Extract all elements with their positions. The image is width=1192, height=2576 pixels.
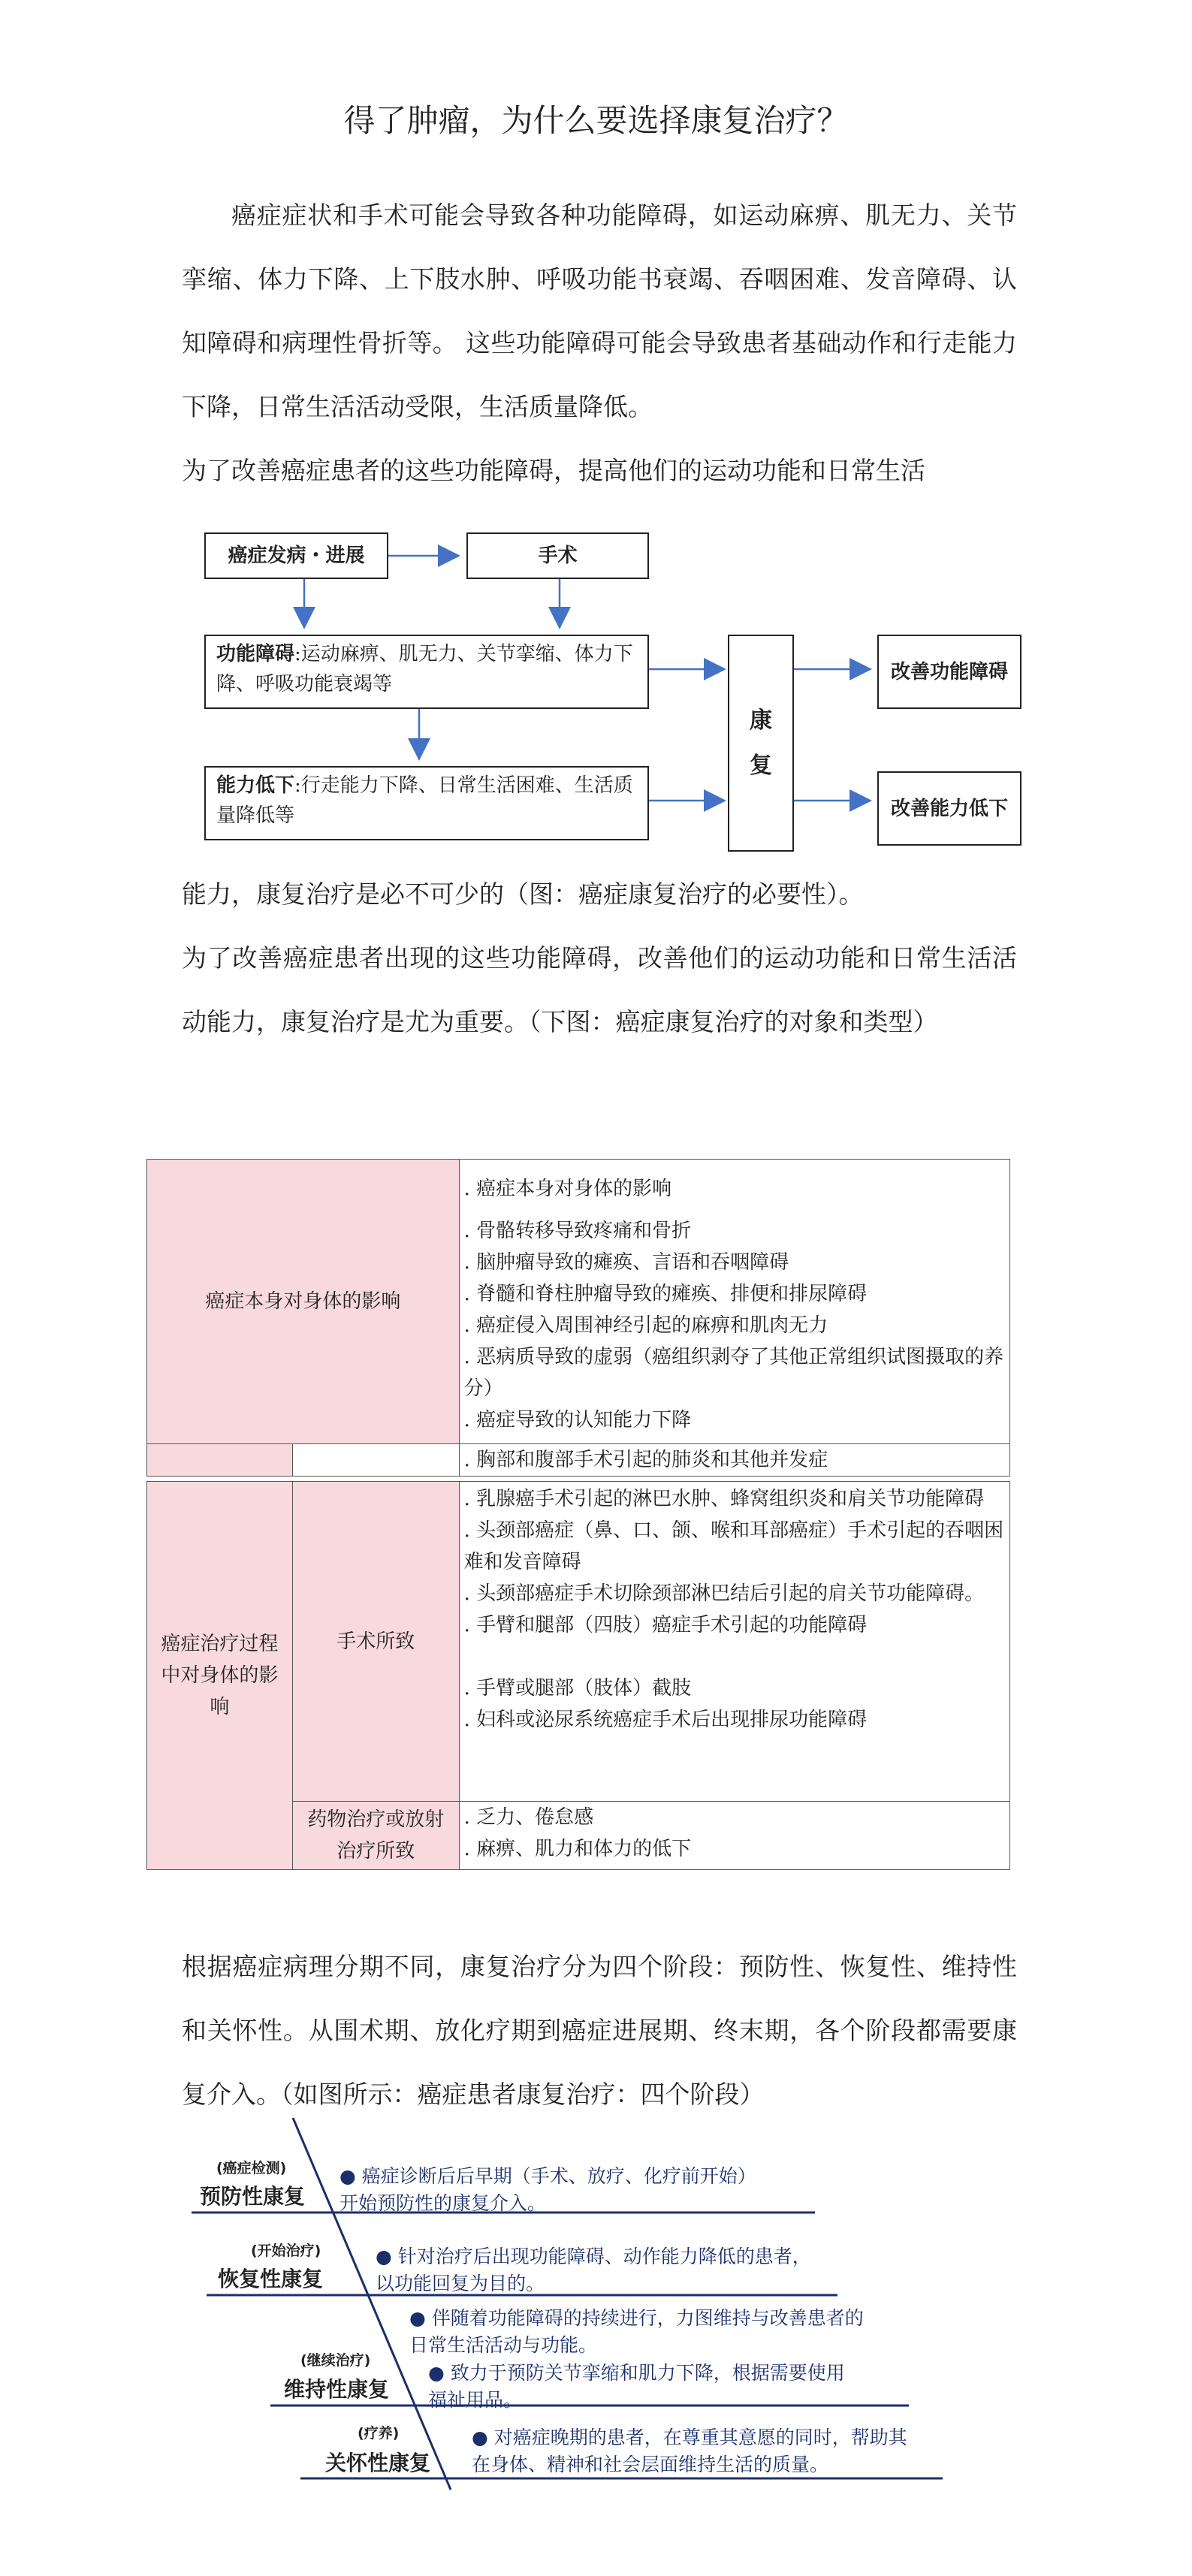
stage-4-label: (疗养)	[358, 2425, 400, 2442]
box-cancer-onset: 癌症发病・进展	[204, 532, 388, 579]
list-item: . 恶病质导致的虚弱（癌组织剥夺了其他正常组织试图摄取的养分）	[463, 1346, 1004, 1400]
list-item: . 骨骼转移导致疼痛和骨折	[463, 1220, 692, 1242]
stage-1-name: 预防性康复	[200, 2184, 306, 2209]
list-item: . 癌症本身对身体的影响	[463, 1178, 672, 1200]
list-item: . 癌症侵入周围神经引起的麻痹和肌肉无力	[463, 1314, 828, 1337]
ability-body: :行走能力下降、日常生活困难、生活质量降低等	[216, 774, 633, 827]
list-item: . 乏力、倦怠感	[463, 1806, 594, 1829]
dysfunction-body: :运动麻痹、肌无力、关节挛缩、体力下降、呼吸功能衰竭等	[216, 643, 633, 695]
dysfunction-heading: 功能障碍	[216, 643, 295, 665]
bullet-icon: ●	[428, 2362, 451, 2384]
bullet-icon: ●	[472, 2427, 494, 2448]
sub-surgery: 手术所致	[292, 1482, 459, 1802]
category-treatment-effects: 癌症治疗过程中对身体的影响	[147, 1482, 293, 1870]
complications-cell: . 胸部和腹部手术引起的肺炎和其他并发症	[459, 1444, 1009, 1477]
paragraph-3: 为了改善癌症患者出现的这些功能障碍，改善他们的运动功能和日常生活活动能力，康复治疗是尤为重要。（下图：癌症康复治疗的对象和类型）	[182, 943, 1017, 1036]
list-item: . 麻痹、肌力和体力的低下	[463, 1838, 692, 1860]
stage-3-point-2: ● 致力于预防关节挛缩和肌力下降，根据需要使用 福祉用品。	[428, 2362, 845, 2411]
bullet-icon: ●	[339, 2165, 362, 2187]
stage-2-name: 恢复性康复	[218, 2267, 324, 2291]
stage-4-point: ● 对癌症晚期的患者，在尊重其意愿的同时，帮助其 在身体、精神和社会层面维持生活的质量。	[472, 2427, 907, 2475]
list-item: . 脊髓和脊柱肿瘤导致的瘫痪、排便和排尿障碍	[463, 1283, 868, 1305]
list-item: . 乳腺癌手术引起的淋巴水肿、蜂窝组织炎和肩关节功能障碍	[463, 1488, 985, 1510]
bullet-icon: ●	[409, 2307, 432, 2329]
bullet-icon: ●	[376, 2246, 398, 2267]
stage-1-point: ● 癌症诊断后后早期（手术、放疗、化疗前开始） 开始预防性的康复介入。	[339, 2165, 756, 2214]
box-improve-function: 改善功能障碍	[877, 635, 1021, 709]
ability-heading: 能力低下	[216, 774, 295, 797]
list-item: . 手臂或腿部（肢体）截肢	[463, 1677, 692, 1700]
box-surgery: 手术	[466, 532, 649, 579]
stage-1-label: (癌症检测)	[216, 2160, 287, 2176]
paragraph-2-start: 为了改善癌症患者的这些功能障碍，提高他们的运动功能和日常生活	[182, 456, 925, 485]
list-item: . 脑肿瘤导致的瘫痪、言语和吞咽障碍	[463, 1251, 789, 1274]
sub-drug-radiation: 药物治疗或放射治疗所致	[292, 1802, 459, 1870]
stage-2-label: (开始治疗)	[251, 2243, 321, 2259]
category-cancer-itself: 癌症本身对身体的影响	[147, 1160, 460, 1444]
stage-3-point-1: ● 伴随着功能障碍的持续进行，力图维持与改善患者的 日常生活活动与功能。	[409, 2307, 864, 2356]
page-title: 得了肿瘤，为什么要选择康复治疗？	[343, 102, 849, 139]
list-item: . 妇科或泌尿系统癌症手术后出现排尿功能障碍	[463, 1709, 868, 1731]
stage-3-name: 维持性康复	[284, 2377, 390, 2402]
list-item: . 手臂和腿部（四肢）癌症手术引起的功能障碍	[463, 1614, 868, 1636]
stage-3-label: (继续治疗)	[300, 2352, 371, 2369]
paragraph-4: 根据癌症病理分期不同，康复治疗分为四个阶段：预防性、恢复性、维持性和关怀性。从围术期、放化疗期到癌症进展期、终末期，各个阶段都需要康复介入。（如图所示：癌症患者康复治疗：四个阶段）	[182, 1952, 1017, 2109]
intro-paragraph: 癌症症状和手术可能会导致各种功能障碍，如运动麻痹、肌无力、关节挛缩、体力下降、上下肢水肿、呼吸功能书衰竭、吞咽困难、发音障碍、认知障碍和病理性骨折等。 这些功能障碍可能会导致患者基础动作和行走能力下降，日常生活活动受限，生活质量降低。	[182, 201, 1017, 421]
stage-2-point: ● 针对治疗后出现功能障碍、动作能力降低的患者， 以功能回复为目的。	[376, 2246, 811, 2294]
paragraph-2-end: 能力，康复治疗是必不可少的（图：癌症康复治疗的必要性）。	[182, 879, 864, 909]
stage-4-name: 关怀性康复	[325, 2451, 431, 2475]
box-improve-ability: 改善能力低下	[877, 771, 1021, 846]
list-item: . 头颈部癌症手术切除颈部淋巴结后引起的肩关节功能障碍。	[463, 1582, 985, 1605]
list-item: . 癌症导致的认知能力下降	[463, 1409, 692, 1431]
box-rehabilitation: 康复	[728, 635, 794, 852]
list-item: . 头颈部癌症（鼻、口、颌、喉和耳部癌症）手术引起的吞咽困难和发音障碍	[463, 1519, 1004, 1573]
